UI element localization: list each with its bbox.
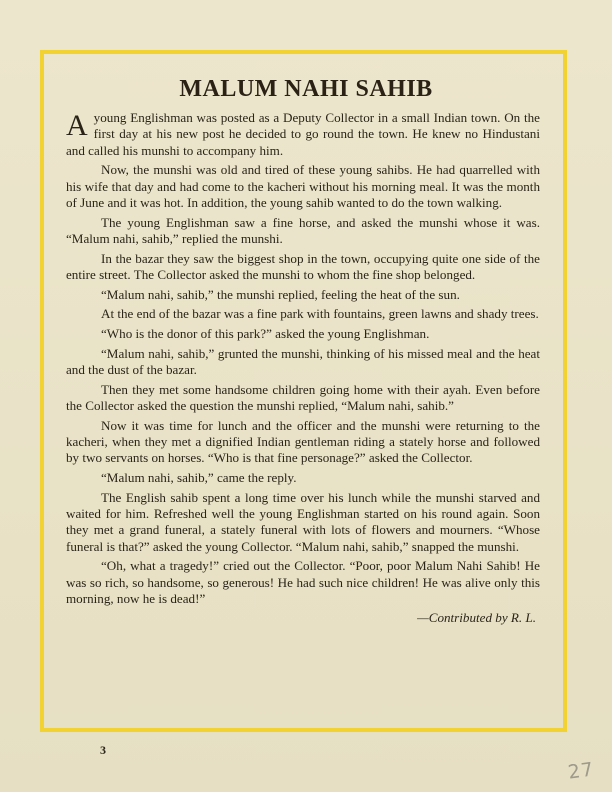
paragraph-4: In the bazar they saw the biggest shop in the town, occupying quite one side of the entire street. The Collector asked the munshi to whom the fine shop belonged. [66,250,540,283]
paragraph-11: “Malum nahi, sahib,” came the reply. [101,470,297,485]
article-title: MALUM NAHI SAHIB [179,76,433,102]
paragraph-1 [66,110,540,159]
paragraph-13: “Oh, what a tragedy!” cried out the Collector. “Poor, poor Malum Nahi Sahib! He was so rich, so handsome, so generous! He had such nice children! He was alive only this morning, now he is dead!” [66,558,540,607]
paragraph-3: The young Englishman saw a fine horse, and asked the munshi whose it was. “Malum nahi, sahib,” replied the munshi. [66,214,540,247]
paragraph-6: At the end of the bazar was a fine park with fountains, green lawns and shady trees. [101,306,539,322]
paragraph-8: “Malum nahi, sahib,” grunted the munshi, thinking of his missed meal and the heat and the dust of the bazar. [66,345,540,377]
paragraph-9: Then they met some handsome children going home with their ayah. Even before the Collector asked the question the munshi replied, “Malum nahi, sahib.” [66,381,540,413]
handwritten-page-mark: 27 [566,758,596,784]
page-number: 3 [100,743,106,757]
paragraph-2: Now, the munshi was old and tired of these young sahibs. He had quarrelled with his wife that day and had come to the kacheri without his morning meal. It was the month of June and it was hot. In addition, the young sahib wanted to do the town walking. [66,162,540,211]
paragraph-7: “Who is the donor of this park?” asked the young Englishman. [101,326,430,341]
paragraph-10: Now it was time for lunch and the officer and the munshi were returning to the kacheri, when they met a dignified Indian gentleman riding a stately horse and followed by two servants on horses. “Who is that fine personage?” asked the Collector. [66,417,540,466]
contributor-signature: —Contributed by R. L. [417,609,536,625]
paragraph-5: “Malum nahi, sahib,” the munshi replied, feeling the heat of the sun. [101,286,460,302]
drop-cap: A [66,109,88,142]
paragraph-1-text: young Englishman was posted as a Deputy Collector in a small Indian town. On the first day at his new post he decided to go round the town. He knew no Hindustani and called his munshi to accompany him. [66,110,540,158]
article-body [66,110,540,626]
paragraph-12: The English sahib spent a long time over his lunch while the munshi starved and waited for him. Refreshed well the young Englishman started on his round again. Soon they met a grand funeral, a stately funeral with lots of flowers and mourners. “Whose funeral is that?” asked the young Collector. “Malum nahi, sahib,” snapped the munshi. [66,489,540,554]
